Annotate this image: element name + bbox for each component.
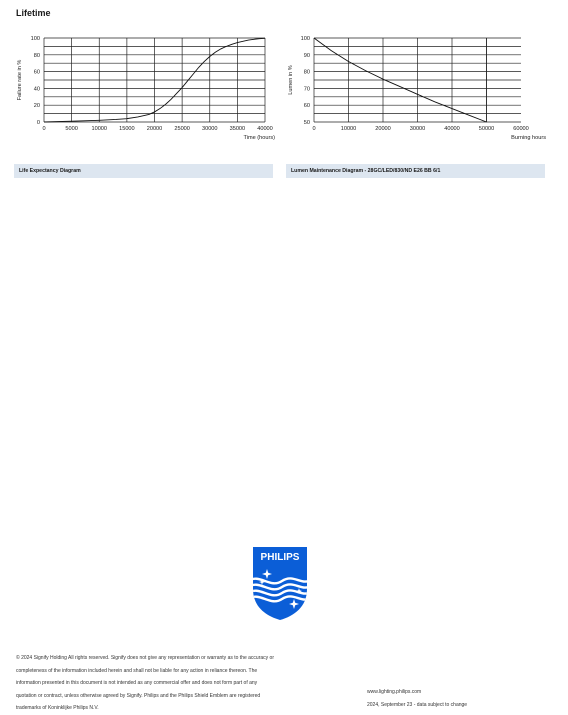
y-tick-label: 60: [33, 69, 40, 76]
legal-line: © 2024 Signify Holding All rights reserved. Signify does not give any representation or warranty as to the accuracy or: [16, 655, 274, 661]
y-tick-label: 80: [303, 69, 310, 76]
y-tick-label: 70: [303, 86, 310, 93]
y-tick-label: 60: [303, 103, 310, 110]
y-tick-label: 80: [33, 52, 40, 59]
y-tick-label: 50: [303, 120, 310, 126]
philips-shield-icon: [250, 543, 310, 621]
legal-notice: [16, 652, 361, 715]
x-axis-label: Burning hours: [511, 135, 546, 141]
life-expectancy-chart-svg: [14, 30, 276, 148]
date-note: 2024, September 23 - data subject to change: [367, 701, 468, 708]
x-tick-label: 50000: [478, 126, 495, 132]
footer-info: [367, 686, 467, 711]
logo-wordmark: PHILIPS: [260, 552, 300, 563]
y-tick-label: 40: [33, 86, 40, 93]
x-tick-label: 60000: [513, 126, 529, 132]
y-axis-label: Failure rate in %: [17, 59, 23, 101]
x-axis-label: Time (hours): [243, 135, 275, 141]
x-tick-label: 0: [42, 126, 46, 132]
lumen-maintenance-chart: [286, 30, 548, 148]
legal-line: quotation or contract, unless otherwise agreed by Signify. Philips and the Philips Shield Emblem are registered: [16, 692, 261, 699]
x-tick-label: 20000: [375, 126, 391, 132]
legal-line: trademarks of Koninklijke Philips N.V.: [16, 705, 99, 711]
x-tick-label: 35000: [229, 126, 246, 132]
x-tick-label: 20000: [146, 126, 163, 132]
x-tick-label: 15000: [119, 126, 135, 132]
x-tick-label: 30000: [409, 126, 426, 132]
y-tick-label: 0: [36, 120, 40, 126]
section-title: Lifetime: [16, 8, 51, 18]
x-tick-label: 40000: [444, 126, 460, 132]
x-tick-label: 5000: [65, 126, 78, 132]
life-expectancy-chart: [14, 30, 276, 148]
legal-line: completeness of the information included herein and shall not be liable for any action in reliance thereon. The: [16, 667, 258, 674]
website-link[interactable]: www.lighting.philips.com: [367, 689, 422, 695]
life-expectancy-caption: Life Expectancy Diagram: [14, 164, 273, 178]
x-tick-label: 0: [312, 126, 316, 132]
y-tick-label: 20: [33, 103, 40, 110]
y-tick-label: 90: [303, 52, 310, 59]
x-tick-label: 40000: [257, 126, 273, 132]
philips-logo: [250, 543, 310, 621]
y-tick-label: 100: [30, 36, 40, 42]
lumen-maintenance-chart-svg: [286, 30, 548, 148]
x-tick-label: 25000: [174, 126, 190, 132]
x-tick-label: 10000: [340, 126, 357, 132]
lumen-maintenance-caption: Lumen Maintenance Diagram - 28GC/LED/830/ND E26 BB 6/1: [286, 164, 545, 178]
y-axis-label: Lumen in %: [288, 65, 294, 95]
x-tick-label: 10000: [91, 126, 108, 132]
y-tick-label: 100: [300, 36, 310, 42]
legal-line: information presented in this document is not intended as any commercial offer and does not form part of any: [16, 680, 258, 686]
x-tick-label: 30000: [201, 126, 218, 132]
